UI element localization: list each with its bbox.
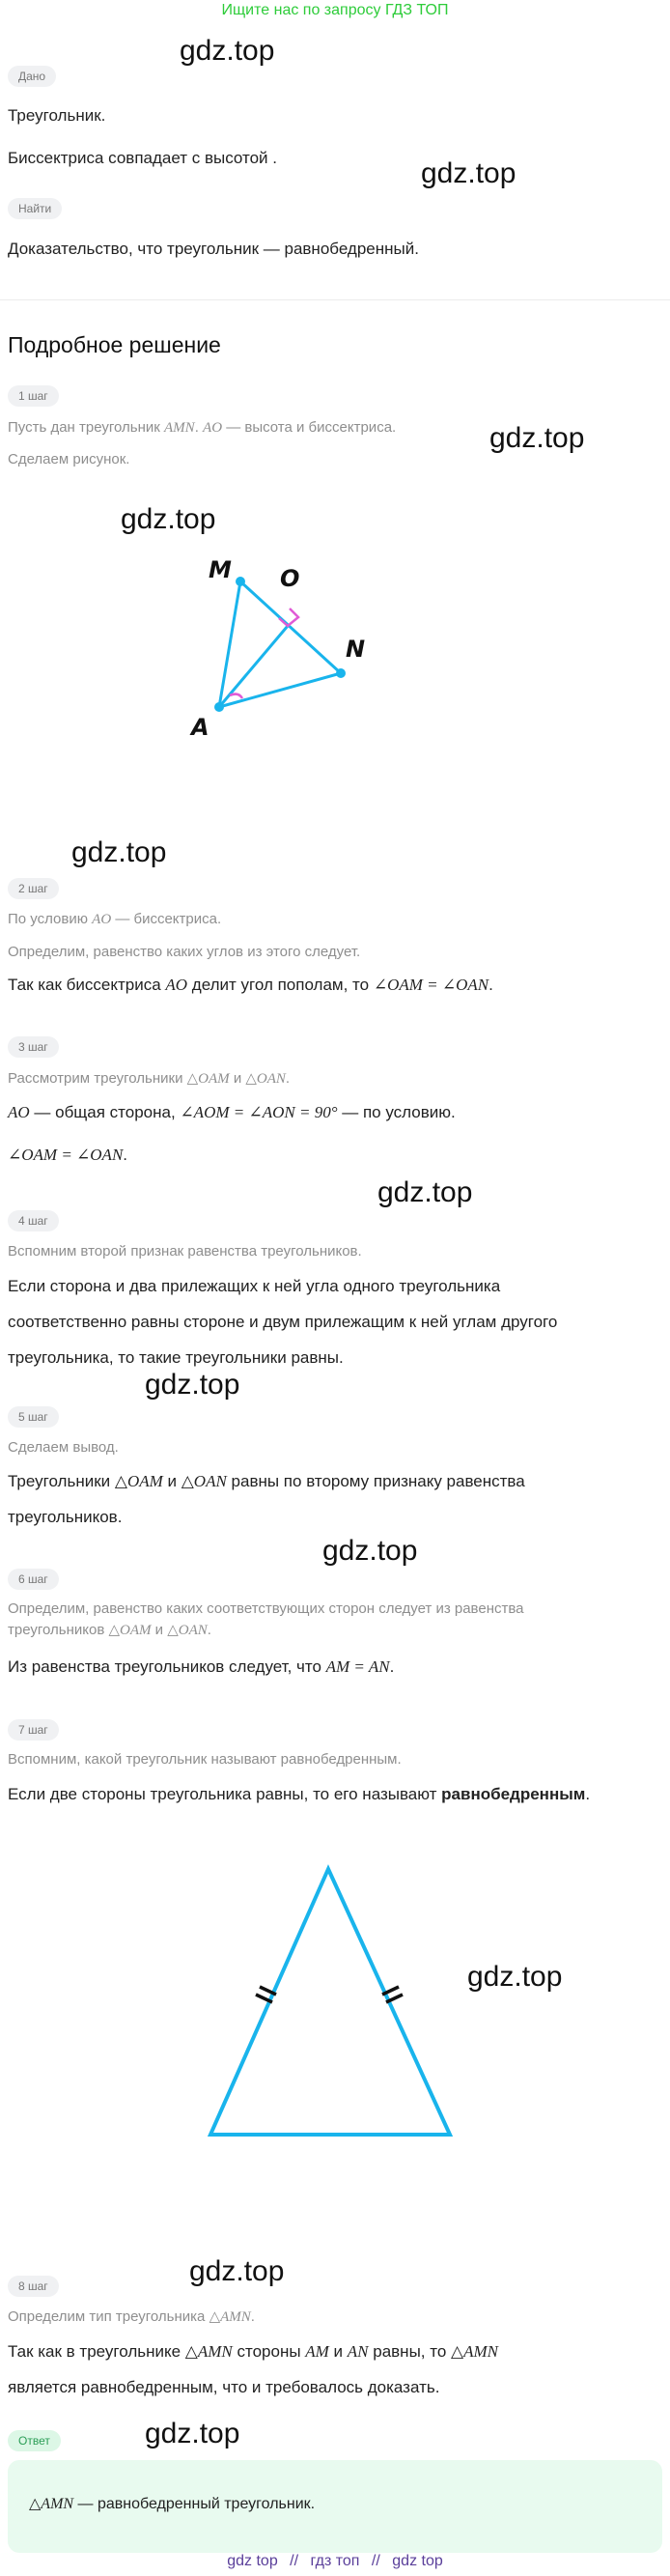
watermark: gdz.top [489,422,585,454]
step-8-badge: 8 шаг [8,2276,59,2297]
isosceles-triangle [210,1869,450,2135]
triangle-amn-figure [174,541,386,749]
watermark: gdz.top [421,157,516,189]
step-2-badge: 2 шаг [8,878,59,899]
footer-links [0,2553,670,2570]
step-3-line-3: ∠OAM = ∠OAN. [8,1146,128,1164]
footer-separator: // [290,2553,299,2569]
angle-arc-mark [230,694,242,698]
watermark: gdz.top [145,1369,240,1401]
label-m: M [209,556,232,583]
label-n: N [346,636,366,663]
step-6-line-2: треугольников △OAM и △OAN. [8,1622,211,1638]
step-2-line-3: Так как биссектриса AO делит угол пополам, то ∠OAM = ∠OAN. [8,976,493,994]
step-1-line-2: Сделаем рисунок. [8,451,130,467]
footer-link[interactable]: gdz top [227,2553,278,2569]
step-7-badge: 7 шаг [8,1719,59,1741]
step-4-line-1: Вспомним второй признак равенства треугольников. [8,1243,362,1260]
watermark: gdz.top [189,2255,285,2287]
divider [0,299,670,300]
step-8-line-1: Определим тип треугольника △AMN. [8,2308,255,2325]
step-8-line-3: является равнобедренным, что и требовалось доказать. [8,2378,440,2396]
step-2-line-1: По условию AO — биссектриса. [8,911,222,927]
step-7-line-1: Вспомним, какой треугольник называют равнобедренным. [8,1751,402,1768]
right-angle-mark [279,609,298,626]
given-badge: Дано [8,66,56,87]
footer-link[interactable]: гдз топ [310,2553,360,2569]
isosceles-triangle-figure [193,1854,473,2144]
step-4-line-3: соответственно равны стороне и двум прилежащим к ней углам другого [8,1313,558,1331]
watermark: gdz.top [121,503,216,535]
label-o: O [280,565,300,592]
watermark: gdz.top [377,1176,473,1208]
footer-link[interactable]: gdz top [392,2553,443,2569]
watermark: gdz.top [145,2418,240,2449]
answer-badge: Ответ [8,2430,61,2451]
step-8-line-2: Так как в треугольнике △AMN стороны AM и AN равны, то △AMN [8,2342,498,2361]
step-6-line-1: Определим, равенство каких соответствующих сторон следует из равенства [8,1600,524,1617]
solution-title: Подробное решение [8,332,221,357]
watermark: gdz.top [467,1961,563,1993]
step-1-line-1: Пусть дан треугольник AMN. AO — высота и биссектриса. [8,419,397,436]
step-6-badge: 6 шаг [8,1569,59,1590]
given-line-1: Треугольник. [8,106,106,125]
top-banner-link[interactable]: Ищите нас по запросу ГДЗ ТОП [221,2,449,18]
step-4-line-4: треугольника, то такие треугольники равны. [8,1348,344,1367]
watermark: gdz.top [322,1535,418,1567]
step-5-line-2: Треугольники △OAM и △OAN равны по второму признаку равенства [8,1472,525,1490]
label-a: A [191,714,209,741]
find-badge: Найти [8,198,62,219]
step-7-line-2: Если две стороны треугольника равны, то его называют равнобедренным. [8,1785,591,1803]
watermark: gdz.top [180,35,275,67]
step-5-line-3: треугольников. [8,1508,123,1526]
watermark: gdz.top [71,836,167,868]
equal-side-tick-marks [256,1987,403,2002]
step-5-badge: 5 шаг [8,1406,59,1428]
step-5-line-1: Сделаем вывод. [8,1439,119,1456]
given-line-2: Биссектриса совпадает с высотой . [8,149,277,167]
footer-separator: // [371,2553,380,2569]
step-4-badge: 4 шаг [8,1210,59,1231]
step-3-line-2: AO — общая сторона, ∠AOM = ∠AON = 90° — по условию. [8,1103,456,1121]
triangle-amn-sides [219,581,341,707]
step-1-badge: 1 шаг [8,385,59,407]
step-4-line-2: Если сторона и два прилежащих к ней угла одного треугольника [8,1277,501,1295]
step-3-badge: 3 шаг [8,1036,59,1058]
answer-text: △AMN — равнобедренный треугольник. [29,2496,316,2512]
find-line: Доказательство, что треугольник — равнобедренный. [8,240,419,258]
step-6-line-3: Из равенства треугольников следует, что AM = AN. [8,1657,395,1676]
step-3-line-1: Рассмотрим треугольники △OAM и △OAN. [8,1070,291,1087]
step-2-line-2: Определим, равенство каких углов из этого следует. [8,944,361,960]
